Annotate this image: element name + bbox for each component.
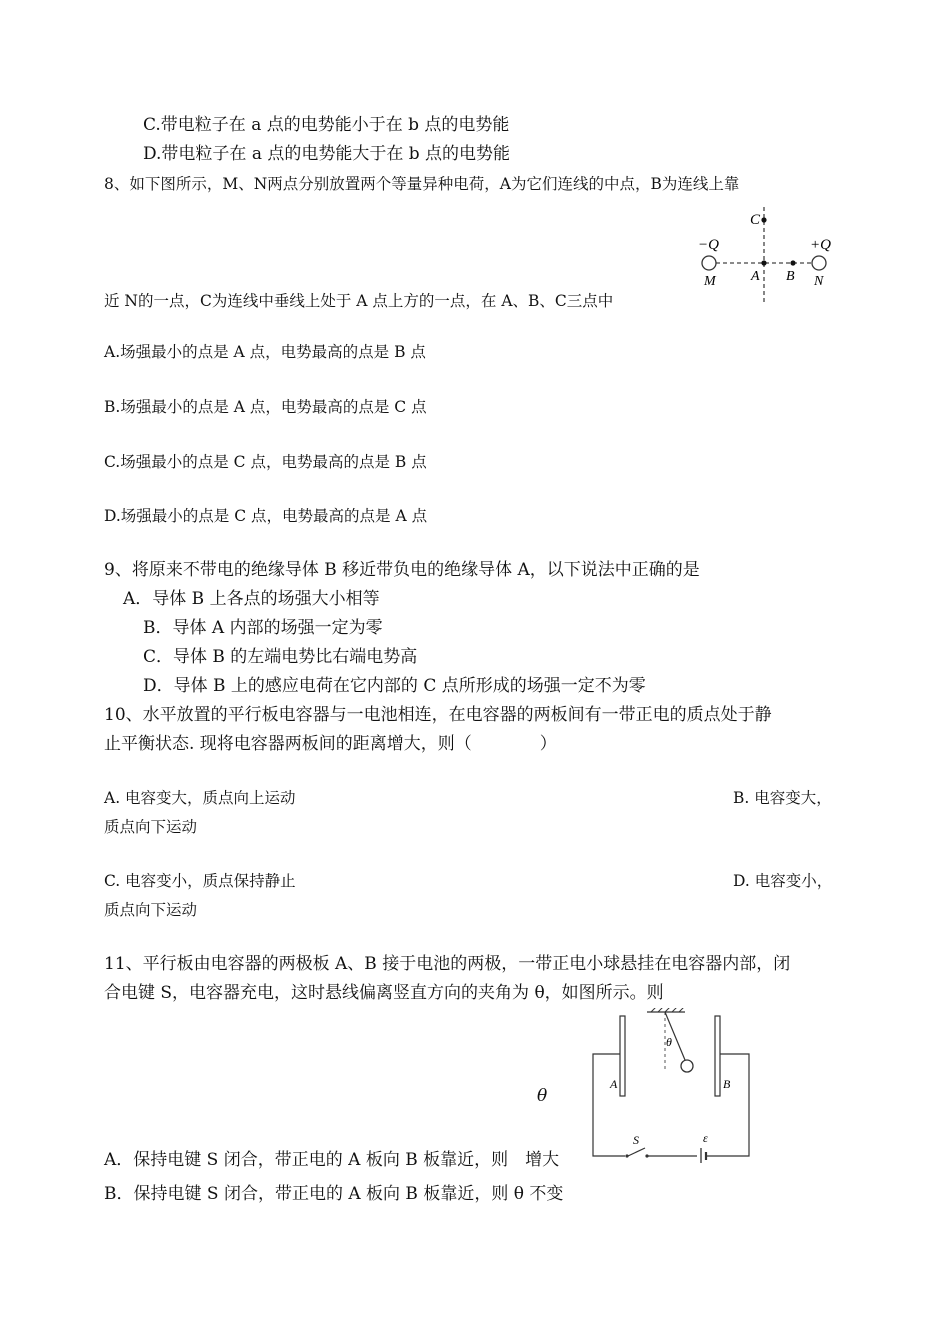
q9-option-d: D．导体 B 上的感应电荷在它内部的 C 点所形成的场强一定不为零 — [143, 676, 646, 696]
q8-option-a: A.场强最小的点是 A 点，电势最高的点是 B 点 — [104, 343, 426, 361]
q11-capacitor-figure — [585, 1008, 760, 1163]
q9-stem: 9、将原来不带电的绝缘导体 B 移近带负电的绝缘导体 A，以下说法中正确的是 — [104, 560, 700, 580]
q9-option-b: B．导体 A 内部的场强一定为零 — [143, 618, 383, 638]
label-a: A — [751, 269, 760, 284]
label-c: C — [750, 212, 761, 228]
q10-option-c: C. 电容变小，质点保持静止 — [104, 872, 296, 890]
q11-option-a: A．保持电键 S 闭合，带正电的 A 板向 B 板靠近，则 增大 — [104, 1150, 560, 1170]
q7-option-c: C.带电粒子在 a 点的电势能小于在 b 点的电势能 — [143, 115, 510, 135]
q8-option-d: D.场强最小的点是 C 点，电势最高的点是 A 点 — [104, 507, 428, 525]
label-n: N — [814, 274, 824, 289]
plate-a — [620, 1016, 625, 1096]
q10-option-b-tail: 质点向下运动 — [104, 818, 198, 836]
q8-stem-line1: 8、如下图所示，M、N两点分别放置两个等量异种电荷，A为它们连线的中点，B为连线上靠 — [104, 175, 740, 193]
charge-n-circle — [812, 256, 826, 270]
q8-option-c: C.场强最小的点是 C 点，电势最高的点是 B 点 — [104, 453, 427, 471]
switch-s — [628, 1148, 645, 1156]
q11-stray-theta: θ — [537, 1086, 548, 1106]
q8-stem-line2: 近 N的一点，C为连线中垂线上处于 A 点上方的一点，在 A、B、C三点中 — [104, 292, 614, 310]
q8-option-b: B.场强最小的点是 A 点，电势最高的点是 C 点 — [104, 398, 427, 416]
q9-option-a: A．导体 B 上各点的场强大小相等 — [123, 589, 380, 609]
point-c-dot — [761, 217, 766, 222]
label-emf: ε — [703, 1131, 708, 1145]
label-minus-q: −Q — [698, 237, 719, 253]
point-a-dot — [761, 260, 766, 265]
q10-stem-line1: 10、水平放置的平行板电容器与一电池相连，在电容器的两板间有一带正电的质点处于静 — [104, 705, 772, 725]
q10-option-d-head: D. 电容变小， — [733, 872, 833, 890]
label-s: S — [633, 1133, 639, 1147]
q10-option-a: A. 电容变大，质点向上运动 — [104, 789, 296, 807]
q8-charge-figure — [690, 205, 850, 310]
q7-option-d: D.带电粒子在 a 点的电势能大于在 b 点的电势能 — [143, 144, 511, 164]
label-theta: θ — [666, 1035, 672, 1049]
q11-option-b: B．保持电键 S 闭合，带正电的 A 板向 B 板靠近，则 θ 不变 — [104, 1184, 564, 1204]
q11-stem-line1: 11、平行板由电容器的两极板 A、B 接于电池的两极，一带正电小球悬挂在电容器内部，闭 — [104, 954, 791, 974]
q10-option-d-tail: 质点向下运动 — [104, 901, 198, 919]
q10-option-b-head: B. 电容变大， — [733, 789, 832, 807]
charged-ball — [681, 1060, 693, 1072]
label-b: B — [723, 1077, 731, 1091]
label-b: B — [786, 269, 795, 284]
q11-stem-line2: 合电键 S，电容器充电，这时悬线偏离竖直方向的夹角为 θ，如图所示。则 — [104, 983, 664, 1003]
label-m: M — [704, 274, 716, 289]
label-plus-q: +Q — [810, 237, 831, 253]
label-a: A — [610, 1077, 618, 1091]
plate-b — [715, 1016, 720, 1096]
charge-m-circle — [702, 256, 716, 270]
q9-option-c: C．导体 B 的左端电势比右端电势高 — [143, 647, 418, 667]
point-b-dot — [790, 260, 795, 265]
q10-stem-line2: 止平衡状态. 现将电容器两板间的距离增大，则（ ） — [104, 734, 557, 754]
